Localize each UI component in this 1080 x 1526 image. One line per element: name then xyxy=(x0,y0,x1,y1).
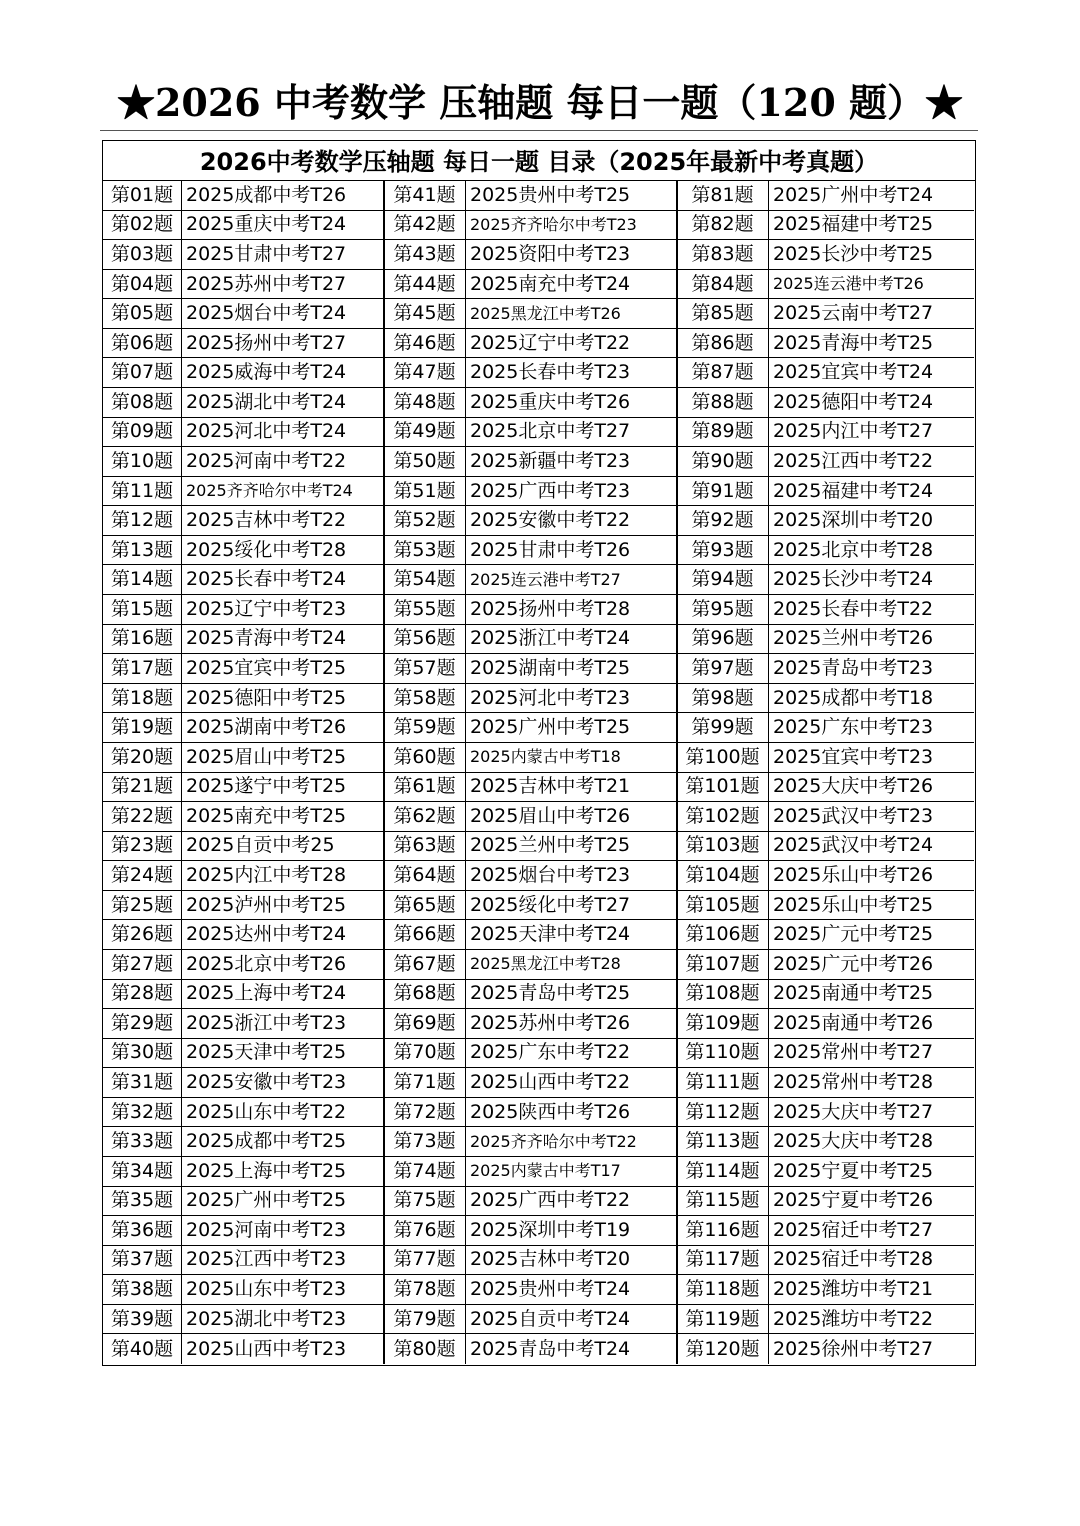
question-number: 第80题 xyxy=(384,1334,466,1364)
question-source: 2025武汉中考T24 xyxy=(769,832,974,862)
question-number: 第118题 xyxy=(677,1275,769,1305)
question-number: 第90题 xyxy=(677,447,769,477)
question-source: 2025青岛中考T24 xyxy=(466,1334,677,1364)
question-source: 2025陕西中考T26 xyxy=(466,1098,677,1128)
question-source: 2025绥化中考T28 xyxy=(182,536,384,566)
question-source: 2025兰州中考T26 xyxy=(769,625,974,655)
question-number: 第30题 xyxy=(103,1039,182,1069)
title-underline xyxy=(100,130,978,131)
question-source: 2025安徽中考T23 xyxy=(182,1068,384,1098)
question-source: 2025甘肃中考T26 xyxy=(466,536,677,566)
question-source: 2025德阳中考T25 xyxy=(182,684,384,714)
question-number: 第70题 xyxy=(384,1039,466,1069)
question-number: 第24题 xyxy=(103,861,182,891)
question-source: 2025河北中考T23 xyxy=(466,684,677,714)
question-source: 2025扬州中考T28 xyxy=(466,595,677,625)
question-source: 2025广州中考T25 xyxy=(182,1187,384,1217)
question-source: 2025长春中考T24 xyxy=(182,565,384,595)
question-number: 第114题 xyxy=(677,1157,769,1187)
question-number: 第15题 xyxy=(103,595,182,625)
question-source: 2025遂宁中考T25 xyxy=(182,773,384,803)
question-number: 第47题 xyxy=(384,358,466,388)
question-number: 第41题 xyxy=(384,181,466,211)
question-source: 2025辽宁中考T23 xyxy=(182,595,384,625)
question-number: 第10题 xyxy=(103,447,182,477)
question-number: 第13题 xyxy=(103,536,182,566)
question-source: 2025广东中考T23 xyxy=(769,713,974,743)
question-source: 2025连云港中考T27 xyxy=(466,565,677,595)
question-source: 2025深圳中考T19 xyxy=(466,1216,677,1246)
question-source: 2025资阳中考T23 xyxy=(466,240,677,270)
question-number: 第119题 xyxy=(677,1305,769,1335)
question-number: 第58题 xyxy=(384,684,466,714)
question-source: 2025河北中考T24 xyxy=(182,418,384,448)
question-number: 第21题 xyxy=(103,773,182,803)
question-source: 2025内江中考T28 xyxy=(182,861,384,891)
question-number: 第97题 xyxy=(677,654,769,684)
question-source: 2025宿迁中考T28 xyxy=(769,1246,974,1276)
question-number: 第71题 xyxy=(384,1068,466,1098)
question-number: 第27题 xyxy=(103,950,182,980)
question-number: 第04题 xyxy=(103,270,182,300)
question-number: 第113题 xyxy=(677,1127,769,1157)
question-source: 2025内江中考T27 xyxy=(769,418,974,448)
question-number: 第48题 xyxy=(384,388,466,418)
question-source: 2025宁夏中考T25 xyxy=(769,1157,974,1187)
question-number: 第61题 xyxy=(384,773,466,803)
question-source: 2025常州中考T27 xyxy=(769,1039,974,1069)
question-number: 第104题 xyxy=(677,861,769,891)
question-number: 第93题 xyxy=(677,536,769,566)
page-title: ★2026 中考数学 压轴题 每日一题（120 题）★ xyxy=(116,80,963,125)
question-source: 2025重庆中考T26 xyxy=(466,388,677,418)
question-number: 第117题 xyxy=(677,1246,769,1276)
question-number: 第01题 xyxy=(103,181,182,211)
question-source: 2025湖北中考T24 xyxy=(182,388,384,418)
question-number: 第112题 xyxy=(677,1098,769,1128)
question-number: 第18题 xyxy=(103,684,182,714)
question-number: 第22题 xyxy=(103,802,182,832)
toc-grid xyxy=(103,181,975,1364)
question-source: 2025安徽中考T22 xyxy=(466,506,677,536)
question-source: 2025重庆中考T24 xyxy=(182,211,384,241)
question-source: 2025北京中考T26 xyxy=(182,950,384,980)
question-number: 第02题 xyxy=(103,211,182,241)
question-source: 2025自贡中考25 xyxy=(182,832,384,862)
question-source: 2025成都中考T25 xyxy=(182,1127,384,1157)
question-number: 第23题 xyxy=(103,832,182,862)
question-number: 第09题 xyxy=(103,418,182,448)
question-source: 2025深圳中考T20 xyxy=(769,506,974,536)
question-number: 第120题 xyxy=(677,1334,769,1364)
question-number: 第63题 xyxy=(384,832,466,862)
question-number: 第28题 xyxy=(103,980,182,1010)
question-source: 2025达州中考T24 xyxy=(182,920,384,950)
question-number: 第107题 xyxy=(677,950,769,980)
question-number: 第75题 xyxy=(384,1187,466,1217)
question-source: 2025新疆中考T23 xyxy=(466,447,677,477)
question-number: 第89题 xyxy=(677,418,769,448)
question-number: 第86题 xyxy=(677,329,769,359)
question-source: 2025长沙中考T24 xyxy=(769,565,974,595)
question-number: 第95题 xyxy=(677,595,769,625)
question-number: 第45题 xyxy=(384,299,466,329)
question-source: 2025青海中考T24 xyxy=(182,625,384,655)
question-source: 2025广元中考T25 xyxy=(769,920,974,950)
question-number: 第81题 xyxy=(677,181,769,211)
question-source: 2025齐齐哈尔中考T22 xyxy=(466,1127,677,1157)
question-source: 2025内蒙古中考T18 xyxy=(466,743,677,773)
question-source: 2025兰州中考T25 xyxy=(466,832,677,862)
question-number: 第87题 xyxy=(677,358,769,388)
column-divider xyxy=(677,181,678,1364)
question-number: 第29题 xyxy=(103,1009,182,1039)
question-source: 2025辽宁中考T22 xyxy=(466,329,677,359)
question-number: 第44题 xyxy=(384,270,466,300)
question-number: 第07题 xyxy=(103,358,182,388)
question-number: 第73题 xyxy=(384,1127,466,1157)
question-number: 第69题 xyxy=(384,1009,466,1039)
question-source: 2025宁夏中考T26 xyxy=(769,1187,974,1217)
question-source: 2025广州中考T25 xyxy=(466,713,677,743)
question-number: 第102题 xyxy=(677,802,769,832)
question-source: 2025成都中考T18 xyxy=(769,684,974,714)
question-number: 第50题 xyxy=(384,447,466,477)
question-source: 2025福建中考T25 xyxy=(769,211,974,241)
question-number: 第83题 xyxy=(677,240,769,270)
question-source: 2025浙江中考T23 xyxy=(182,1009,384,1039)
question-source: 2025眉山中考T26 xyxy=(466,802,677,832)
question-source: 2025大庆中考T28 xyxy=(769,1127,974,1157)
question-source: 2025大庆中考T26 xyxy=(769,773,974,803)
question-source: 2025扬州中考T27 xyxy=(182,329,384,359)
question-source: 2025常州中考T28 xyxy=(769,1068,974,1098)
question-number: 第109题 xyxy=(677,1009,769,1039)
question-number: 第06题 xyxy=(103,329,182,359)
question-source: 2025天津中考T25 xyxy=(182,1039,384,1069)
question-number: 第19题 xyxy=(103,713,182,743)
question-source: 2025云南中考T27 xyxy=(769,299,974,329)
question-source: 2025长春中考T22 xyxy=(769,595,974,625)
question-number: 第14题 xyxy=(103,565,182,595)
question-source: 2025黑龙江中考T28 xyxy=(466,950,677,980)
question-number: 第60题 xyxy=(384,743,466,773)
question-number: 第72题 xyxy=(384,1098,466,1128)
question-number: 第25题 xyxy=(103,891,182,921)
question-source: 2025南充中考T25 xyxy=(182,802,384,832)
question-source: 2025自贡中考T24 xyxy=(466,1305,677,1335)
question-source: 2025青岛中考T25 xyxy=(466,980,677,1010)
question-source: 2025吉林中考T20 xyxy=(466,1246,677,1276)
question-number: 第94题 xyxy=(677,565,769,595)
question-source: 2025广西中考T23 xyxy=(466,477,677,507)
question-source: 2025山西中考T22 xyxy=(466,1068,677,1098)
question-source: 2025江西中考T22 xyxy=(769,447,974,477)
question-source: 2025成都中考T26 xyxy=(182,181,384,211)
question-source: 2025绥化中考T27 xyxy=(466,891,677,921)
question-source: 2025广东中考T22 xyxy=(466,1039,677,1069)
question-number: 第49题 xyxy=(384,418,466,448)
question-source: 2025潍坊中考T22 xyxy=(769,1305,974,1335)
question-source: 2025广西中考T22 xyxy=(466,1187,677,1217)
question-source: 2025天津中考T24 xyxy=(466,920,677,950)
question-number: 第43题 xyxy=(384,240,466,270)
question-source: 2025齐齐哈尔中考T23 xyxy=(466,211,677,241)
question-number: 第98题 xyxy=(677,684,769,714)
question-number: 第03题 xyxy=(103,240,182,270)
question-number: 第92题 xyxy=(677,506,769,536)
question-source: 2025烟台中考T23 xyxy=(466,861,677,891)
question-source: 2025南充中考T24 xyxy=(466,270,677,300)
question-number: 第46题 xyxy=(384,329,466,359)
question-number: 第40题 xyxy=(103,1334,182,1364)
question-source: 2025烟台中考T24 xyxy=(182,299,384,329)
question-source: 2025宿迁中考T27 xyxy=(769,1216,974,1246)
question-source: 2025广元中考T26 xyxy=(769,950,974,980)
question-number: 第108题 xyxy=(677,980,769,1010)
question-source: 2025山东中考T23 xyxy=(182,1275,384,1305)
question-number: 第103题 xyxy=(677,832,769,862)
question-number: 第68题 xyxy=(384,980,466,1010)
question-source: 2025上海中考T25 xyxy=(182,1157,384,1187)
question-source: 2025贵州中考T25 xyxy=(466,181,677,211)
question-source: 2025南通中考T26 xyxy=(769,1009,974,1039)
question-number: 第100题 xyxy=(677,743,769,773)
question-number: 第101题 xyxy=(677,773,769,803)
question-number: 第96题 xyxy=(677,625,769,655)
question-number: 第33题 xyxy=(103,1127,182,1157)
question-source: 2025河南中考T23 xyxy=(182,1216,384,1246)
question-number: 第52题 xyxy=(384,506,466,536)
question-source: 2025山东中考T22 xyxy=(182,1098,384,1128)
question-number: 第76题 xyxy=(384,1216,466,1246)
question-source: 2025长春中考T23 xyxy=(466,358,677,388)
question-number: 第64题 xyxy=(384,861,466,891)
question-source: 2025大庆中考T27 xyxy=(769,1098,974,1128)
question-source: 2025江西中考T23 xyxy=(182,1246,384,1276)
question-source: 2025乐山中考T26 xyxy=(769,861,974,891)
question-source: 2025广州中考T24 xyxy=(769,181,974,211)
question-source: 2025北京中考T28 xyxy=(769,536,974,566)
question-number: 第82题 xyxy=(677,211,769,241)
question-source: 2025徐州中考T27 xyxy=(773,1337,934,1360)
question-source: 2025眉山中考T25 xyxy=(182,743,384,773)
question-source: 2025苏州中考T27 xyxy=(182,270,384,300)
question-number: 第12题 xyxy=(103,506,182,536)
question-source: 2025连云港中考T26 xyxy=(769,270,974,300)
question-source: 2025上海中考T24 xyxy=(182,980,384,1010)
question-source: 2025南通中考T25 xyxy=(769,980,974,1010)
question-number: 第116题 xyxy=(677,1216,769,1246)
question-number: 第38题 xyxy=(103,1275,182,1305)
question-number: 第36题 xyxy=(103,1216,182,1246)
question-source: 2025泸州中考T25 xyxy=(182,891,384,921)
question-number: 第65题 xyxy=(384,891,466,921)
question-number: 第35题 xyxy=(103,1187,182,1217)
question-number: 第67题 xyxy=(384,950,466,980)
question-source: 2025吉林中考T21 xyxy=(466,773,677,803)
question-source: 2025宜宾中考T23 xyxy=(769,743,974,773)
question-number: 第59题 xyxy=(384,713,466,743)
question-source: 2025武汉中考T23 xyxy=(769,802,974,832)
question-number: 第17题 xyxy=(103,654,182,684)
question-source: 2025福建中考T24 xyxy=(769,477,974,507)
question-number: 第115题 xyxy=(677,1187,769,1217)
question-number: 第08题 xyxy=(103,388,182,418)
question-number: 第79题 xyxy=(384,1305,466,1335)
question-number: 第05题 xyxy=(103,299,182,329)
question-number: 第32题 xyxy=(103,1098,182,1128)
toc-table xyxy=(102,140,976,1366)
question-source: 2025山西中考T23 xyxy=(182,1334,384,1364)
column-divider xyxy=(384,181,385,1364)
question-number: 第56题 xyxy=(384,625,466,655)
question-number: 第31题 xyxy=(103,1068,182,1098)
question-number: 第54题 xyxy=(384,565,466,595)
question-source: 2025内蒙古中考T17 xyxy=(466,1157,677,1187)
question-number: 第77题 xyxy=(384,1246,466,1276)
question-source: 2025浙江中考T24 xyxy=(466,625,677,655)
question-source: 2025贵州中考T24 xyxy=(466,1275,677,1305)
question-source: 2025黑龙江中考T26 xyxy=(466,299,677,329)
question-number: 第91题 xyxy=(677,477,769,507)
question-source: 2025青海中考T25 xyxy=(769,329,974,359)
toc-heading: 2026中考数学压轴题 每日一题 目录（2025年最新中考真题） xyxy=(103,141,975,181)
question-number: 第84题 xyxy=(677,270,769,300)
question-number: 第26题 xyxy=(103,920,182,950)
question-source: 2025长沙中考T25 xyxy=(769,240,974,270)
question-source: 2025湖南中考T26 xyxy=(182,713,384,743)
question-number: 第88题 xyxy=(677,388,769,418)
question-source: 2025威海中考T24 xyxy=(182,358,384,388)
question-number: 第110题 xyxy=(677,1039,769,1069)
question-number: 第85题 xyxy=(677,299,769,329)
question-number: 第62题 xyxy=(384,802,466,832)
question-number: 第106题 xyxy=(677,920,769,950)
question-source: 2025宜宾中考T24 xyxy=(769,358,974,388)
question-source: 2025苏州中考T26 xyxy=(466,1009,677,1039)
question-source: 2025甘肃中考T27 xyxy=(182,240,384,270)
question-source: 2025宜宾中考T25 xyxy=(182,654,384,684)
question-number: 第53题 xyxy=(384,536,466,566)
question-source: 2025青岛中考T23 xyxy=(769,654,974,684)
question-number: 第37题 xyxy=(103,1246,182,1276)
question-source: 2025湖南中考T25 xyxy=(466,654,677,684)
question-source: 2025北京中考T27 xyxy=(466,418,677,448)
question-source: 2025吉林中考T22 xyxy=(182,506,384,536)
question-number: 第99题 xyxy=(677,713,769,743)
question-source: 2025潍坊中考T21 xyxy=(769,1275,974,1305)
question-source: 2025齐齐哈尔中考T24 xyxy=(182,477,384,507)
question-number: 第34题 xyxy=(103,1157,182,1187)
question-number: 第16题 xyxy=(103,625,182,655)
question-source: 2025湖北中考T23 xyxy=(182,1305,384,1335)
question-number: 第74题 xyxy=(384,1157,466,1187)
question-number: 第39题 xyxy=(103,1305,182,1335)
question-number: 第105题 xyxy=(677,891,769,921)
question-number: 第51题 xyxy=(384,477,466,507)
question-source: 2025河南中考T22 xyxy=(182,447,384,477)
question-number: 第11题 xyxy=(103,477,182,507)
question-number: 第57题 xyxy=(384,654,466,684)
question-number: 第78题 xyxy=(384,1275,466,1305)
question-number: 第42题 xyxy=(384,211,466,241)
question-number: 第20题 xyxy=(103,743,182,773)
question-number: 第55题 xyxy=(384,595,466,625)
question-source: 2025乐山中考T25 xyxy=(769,891,974,921)
question-source: 2025德阳中考T24 xyxy=(769,388,974,418)
question-number: 第111题 xyxy=(677,1068,769,1098)
question-number: 第66题 xyxy=(384,920,466,950)
